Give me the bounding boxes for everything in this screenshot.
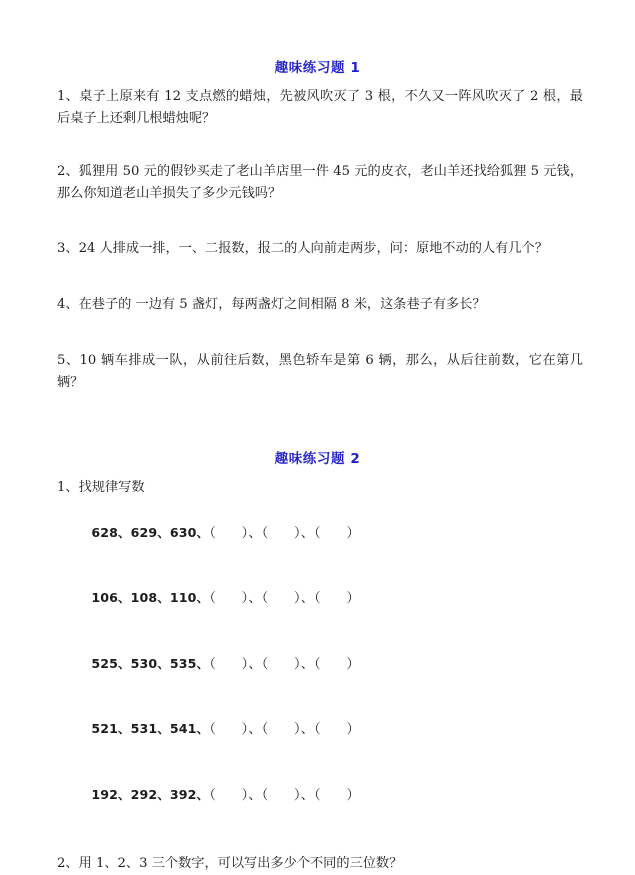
question-item: 1、桌子上原来有 12 支点燃的蜡烛，先被风吹灭了 3 根，不久又一阵风吹灭了 2 根，最后桌子上还剩几根蜡烛呢？ [57,89,583,126]
list-item [57,697,583,763]
sequence-given-numbers: 192、292、392、 [91,786,210,802]
question-item: 4、在巷子的 一边有 5 盏灯，每两盏灯之间相隔 8 米，这条巷子有多长？ [57,297,486,312]
section-2-header [0,394,635,467]
section-2-question-2: 2、用 1、2、3 三个数字，可以写出多少个不同的三位数？ [57,855,403,871]
sequence-given-numbers: 525、530、535、 [91,655,210,671]
list-item [57,762,583,828]
section-1-title: 趣味练习题 1 [274,60,361,76]
section-2-title: 趣味练习题 2 [274,451,361,467]
section-2-question-1-label: 1、找规律写数 [57,480,145,495]
sequence-blanks[interactable]: （ ）、（ ）、（ ） [209,656,360,672]
list-item [57,631,583,697]
section-1-header [0,0,635,76]
sequence-given-numbers: 628、629、630、 [91,524,210,540]
section-1-questions [0,76,635,394]
sequence-given-numbers: 106、108、110、 [91,590,210,605]
section-2-questions [0,467,635,875]
sequence-given-numbers: 521、531、541、 [91,721,210,736]
question-item: 5、10 辆车排成一队，从前往后数，黑色轿车是第 6 辆，那么，从后往前数，它在第几辆？ [57,353,583,390]
question-item: 3、24 人排成一排，一、二报数，报二的人向前走两步，问：原地不动的人有几个？ [57,241,548,256]
list-item [57,500,583,566]
sequence-blanks[interactable]: （ ）、（ ）、（ ） [209,525,360,541]
question-item: 2、狐狸用 50 元的假钞买走了老山羊店里一件 45 元的皮衣，老山羊还找给狐狸 5 元钱，那么你知道老山羊损失了多少元钱吗？ [57,164,583,201]
sequence-blanks[interactable]: （ ）、（ ）、（ ） [209,787,360,803]
sequence-blanks[interactable]: （ ）、（ ）、（ ） [209,722,360,737]
number-sequence-list [57,500,583,828]
sequence-blanks[interactable]: （ ）、（ ）、（ ） [209,591,360,606]
list-item [57,566,583,632]
